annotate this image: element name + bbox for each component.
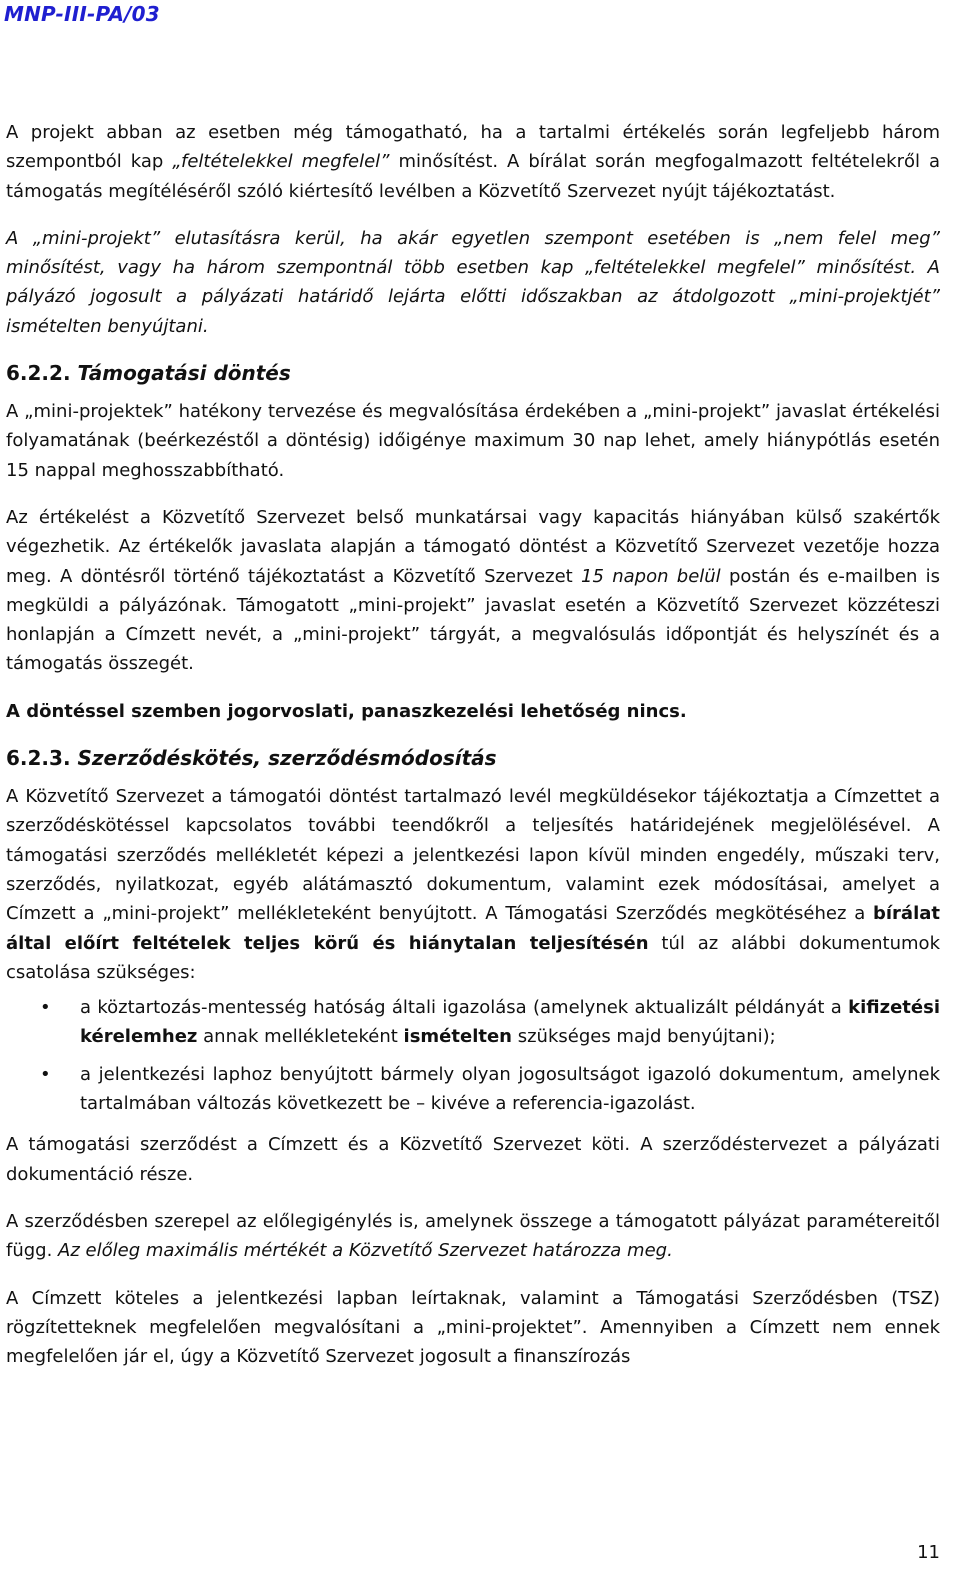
required-documents-list [6, 993, 940, 1118]
paragraph-text: minősítést. A bírálat során megfogalmazott feltételekről a támogatás megítéléséről szóló kiértesítő levélben a Közvetítő Szervezet nyújt tájékoztatást. [6, 151, 940, 202]
section-number: 6.2.2. [6, 361, 71, 386]
italic-text: Az előleg maximális mértékét a Közvetítő Szervezet határozza meg. [58, 1240, 673, 1262]
quoted-rating: „feltételekkel megfelel” [172, 151, 390, 173]
paragraph-rejection: A „mini-projekt” elutasításra kerül, ha akár egyetlen szempont esetében is „nem felel meg” minősítést, vagy ha három szempontnál több esetben kap „feltételekkel megfelel” minősítést. A pályázó jogosult a pályázati határidő lejárta előtti időszakban az átdolgozott „mini-projektjét” ismételten benyújtani. [6, 227, 940, 337]
list-item-text: szükséges majd benyújtani); [512, 1026, 776, 1048]
section-heading-contract [6, 744, 940, 772]
paragraph-text: postán és e-mailben is megküldi a pályázónak. Támogatott „mini-projekt” javaslat esetén a Közvetítő Szervezet közzéteszi honlapján a Címzett nevét, a „mini-projekt” tárgyát, a megvalósulás időpontját és helyszínét és a támogatás összegét. [6, 565, 941, 675]
list-item-text: annak mellékleteként [197, 1026, 404, 1048]
bold-text: ismételten [403, 1026, 512, 1048]
document-body [6, 118, 940, 1371]
deadline-text: 15 napon belül [581, 565, 721, 587]
page-number: 11 [917, 1542, 940, 1563]
paragraph-contract-info [6, 782, 940, 987]
list-item [6, 993, 940, 1052]
bold-text: kifizetési kérelemhez [80, 997, 940, 1048]
list-item [6, 1060, 940, 1119]
paragraph-evaluation-process [6, 503, 940, 679]
bullet-icon: • [40, 1063, 51, 1085]
bold-conditions: bírálat által előírt feltételek teljes körű és hiánytalan teljesítésén [6, 903, 940, 954]
list-item-text: a köztartozás-mentesség hatóság általi igazolása (amelynek aktualizált példányát a [80, 997, 849, 1019]
list-item-text: a jelentkezési laphoz benyújtott bármely olyan jogosultságot igazoló dokumentum, amelynek tartalmában változás következett be – kivéve a referencia-igazolást. [80, 1063, 940, 1115]
bullet-icon: • [40, 997, 51, 1019]
paragraph-text: Az értékelést a Közvetítő Szervezet belső munkatársai vagy kapacitás hiányában külső szakértők végezhetik. Az értékelők javaslata alapján a támogató döntést a Közvetítő Szervezet vezetője hozza meg. A döntésről történő tájékoztatást a Közvetítő Szervezet [6, 506, 940, 587]
paragraph-obligations: A Címzett köteles a jelentkezési lapban leírtaknak, valamint a Támogatási Szerződésben (TSZ) rögzítetteknek megfelelően megvalósítani a „mini-projektet”. Amennyiben a Címzett nem ennek megfelelően jár el, úgy a Közvetítő Szervezet jogosult a finanszírozás [6, 1287, 940, 1368]
section-title: Támogatási döntés [77, 361, 291, 386]
paragraph-no-appeal: A döntéssel szemben jogorvoslati, panaszkezelési lehetőség nincs. [6, 700, 687, 722]
paragraph-contract-parties: A támogatási szerződést a Címzett és a Közvetítő Szervezet köti. A szerződéstervezet a pályázati dokumentáció része. [6, 1134, 940, 1185]
document-code-header: MNP-III-PA/03 [4, 2, 160, 26]
section-title: Szerződéskötés, szerződésmódosítás [77, 746, 497, 771]
paragraph-text: A szerződésben szerepel az előlegigénylés is, amelynek összege a támogatott pályázat paramétereitől függ. [6, 1210, 940, 1262]
paragraph-text: túl az alábbi dokumentumok csatolása szükséges: [6, 932, 940, 983]
paragraph-advance-payment [6, 1207, 940, 1266]
paragraph-text: A projekt abban az esetben még támogatható, ha a tartalmi értékelés során legfeljebb három szempontból kap [6, 122, 940, 173]
section-number: 6.2.3. [6, 746, 71, 771]
section-heading-support-decision [6, 359, 940, 387]
paragraph-project-support [6, 118, 940, 206]
paragraph-evaluation-time: A „mini-projektek” hatékony tervezése és megvalósítása érdekében a „mini-projekt” javaslat értékelési folyamatának (beérkezéstől a döntésig) időigénye maximum 30 nap lehet, amely hiánypótlás esetén 15 nappal meghosszabbítható. [6, 401, 940, 481]
paragraph-text: A Közvetítő Szervezet a támogatói döntést tartalmazó levél megküldésekor tájékoztatja a Címzettet a szerződéskötéssel kapcsolatos további teendőkről a teljesítés határidejének megjelölésével. A támogatási szerződés mellékletét képezi a jelentkezési lapon kívül minden engedély, műszaki terv, szerződés, nyilatkozat, egyéb alátámasztó dokumentum, valamint ezek módosításai, amelyet a Címzett a „mini-projekt” mellékleteként benyújtott. A Támogatási Szerződés megkötéséhez a [6, 786, 940, 925]
